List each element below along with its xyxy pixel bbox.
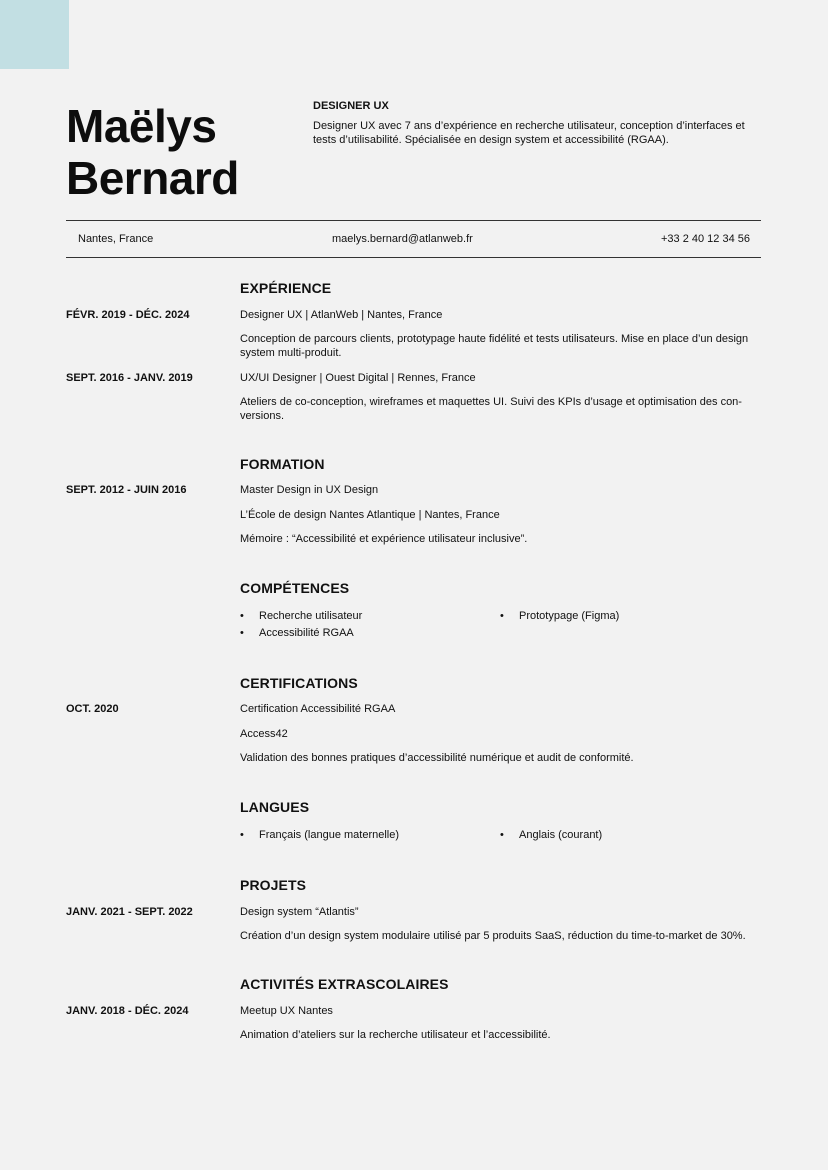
section-title-skills: COMPÉTENCES: [240, 580, 350, 596]
skill-item: • Prototypage (Figma): [500, 609, 619, 623]
activity-name: Meetup UX Nantes: [240, 1005, 333, 1017]
contact-location: Nantes, France: [78, 233, 154, 245]
project-name: Design system “Atlantis”: [240, 906, 359, 918]
experience-position: Designer UX | AtlanWeb | Nantes, France: [240, 309, 443, 321]
corner-accent-block: [0, 0, 69, 69]
section-title-education: FORMATION: [240, 456, 325, 472]
certification-name: Certification Accessibilité RGAA: [240, 703, 396, 715]
education-date: SEPT. 2012 - JUIN 2016: [66, 484, 187, 496]
experience-description: Ateliers de co-conception, wireframes et maquettes UI. Suivi des KPIs d’usage et optimisation des con-versions.: [240, 396, 742, 422]
experience-position: UX/UI Designer | Ouest Digital | Rennes, France: [240, 372, 476, 384]
job-title: DESIGNER UX: [313, 100, 389, 112]
contact-email[interactable]: maelys.bernard@atlanweb.fr: [332, 233, 473, 245]
certification-date: OCT. 2020: [66, 703, 119, 715]
project-date: JANV. 2021 - SEPT. 2022: [66, 906, 193, 918]
candidate-name: [66, 100, 239, 204]
certification-issuer: Access42: [240, 728, 288, 740]
experience-date: SEPT. 2016 - JANV. 2019: [66, 372, 193, 384]
section-title-activities: ACTIVITÉS EXTRASCOLAIRES: [240, 976, 449, 992]
section-title-experience: EXPÉRIENCE: [240, 280, 332, 296]
activity-date: JANV. 2018 - DÉC. 2024: [66, 1005, 189, 1017]
last-name: Bernard: [66, 152, 239, 204]
education-school: L’École de design Nantes Atlantique | Nantes, France: [240, 509, 500, 521]
section-title-languages: LANGUES: [240, 799, 310, 815]
language-item: • Anglais (courant): [500, 828, 602, 842]
language-item: • Français (langue maternelle): [240, 828, 399, 842]
education-thesis: Mémoire : “Accessibilité et expérience utilisateur inclusive”.: [240, 533, 528, 545]
contact-phone[interactable]: +33 2 40 12 34 56: [661, 233, 750, 245]
activity-description: Animation d’ateliers sur la recherche utilisateur et l’accessibilité.: [240, 1029, 551, 1041]
first-name: Maëlys: [66, 100, 217, 152]
skill-item: • Accessibilité RGAA: [240, 626, 354, 640]
education-degree: Master Design in UX Design: [240, 484, 379, 496]
skill-item: • Recherche utilisateur: [240, 609, 362, 623]
contact-bar: [66, 220, 761, 258]
profile-summary: Designer UX avec 7 ans d’expérience en recherche utilisateur, conception d’interfaces et tests d’utilisabilité. Spécialisée en design system et accessibilité (RGAA).: [313, 120, 745, 146]
experience-date: FÉVR. 2019 - DÉC. 2024: [66, 309, 190, 321]
section-title-certifications: CERTIFICATIONS: [240, 675, 358, 691]
section-title-projects: PROJETS: [240, 877, 307, 893]
certification-description: Validation des bonnes pratiques d’accessibilité numérique et audit de conformité.: [240, 752, 634, 764]
project-description: Création d’un design system modulaire utilisé par 5 produits SaaS, réduction du time-to-market de 30%.: [240, 930, 746, 942]
experience-description: Conception de parcours clients, prototypage haute fidélité et tests utilisateurs. Mise en place d’un design system multi-produit.: [240, 333, 749, 359]
